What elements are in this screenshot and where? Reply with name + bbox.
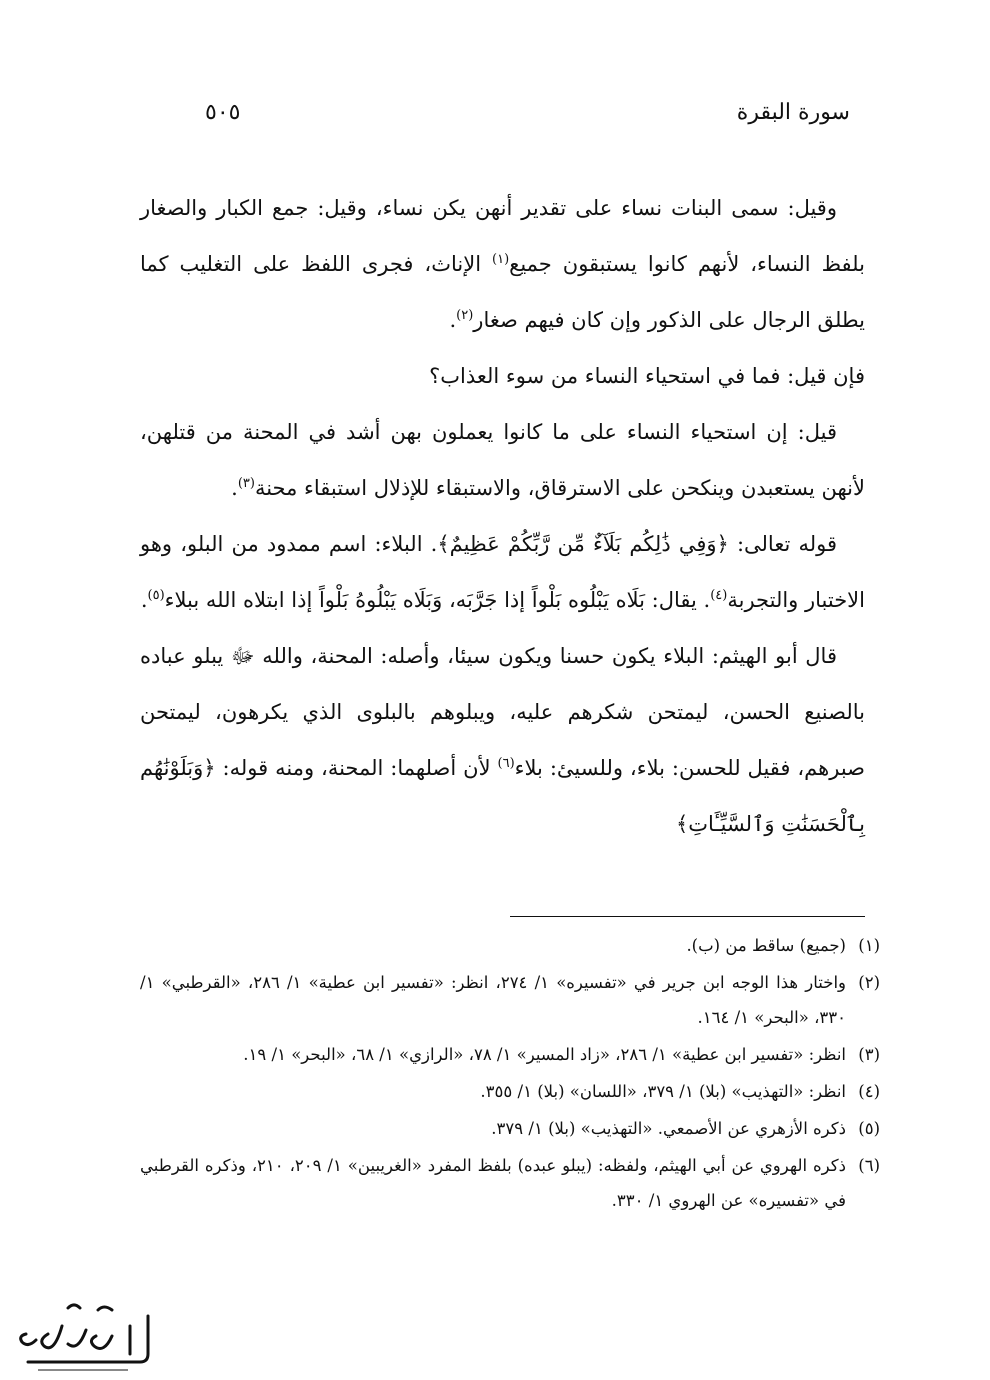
footnote-item — [140, 928, 880, 963]
footnote-item — [140, 1037, 880, 1072]
paragraph-5-text-a: قال أبو الهيثم: البلاء يكون حسنا ويكون سيئا، وأصله: المحنة، والله ﷻ يبلو عباده بالصنيع الحسن، ليمتحن شكرهم عليه، ويبلوهم بالبلوى الذي يكرهون، ليمتحن صبرهم، فقيل للحسن: بلاء، وللسيئ: بلاء — [140, 644, 865, 780]
paragraph-3-text: قيل: إن استحياء النساء على ما كانوا يعملون بهن أشد في المحنة من قتلهن، لأنهن يستعبدن وينكحن على الاسترقاق، والاستبقاء للإذلال استبقاء محنة — [140, 420, 865, 500]
footnote-number: (٢) — [858, 973, 880, 992]
footnote-ref-3: (٣) — [237, 476, 255, 491]
paragraph-3 — [140, 404, 865, 516]
paragraph-4-text-b: . يقال: بَلَاه يَبْلُوه بَلْواً إذا جَرَّبَه، وَبَلَاه يَبْلُوهُ بَلْواً إذا ابتلاه الله ببلاء — [164, 588, 711, 612]
paragraph-5-text-b: لأن أصلهما: المحنة، ومنه قوله: ﴿وَبَلَوْنَٰهُم بِٱلْحَسَنَٰتِ وَٱلسَّيِّـَٔاتِ﴾ — [140, 756, 865, 836]
footnote-number: (٥) — [858, 1119, 880, 1138]
footnote-divider — [510, 916, 865, 917]
paragraph-4-end: . — [140, 588, 148, 612]
footnote-number: (٦) — [858, 1156, 880, 1175]
paragraph-3-end: . — [231, 476, 238, 500]
paragraph-4 — [140, 516, 865, 628]
paragraph-2-text: فإن قيل: فما في استحياء النساء من سوء العذاب؟ — [429, 364, 865, 388]
paragraph-2 — [140, 348, 865, 404]
paragraph-5 — [140, 628, 865, 852]
footnote-item — [140, 1111, 880, 1146]
footnote-text: واختار هذا الوجه ابن جرير في «تفسيره» ١/ ٢٧٤، انظر: «تفسير ابن عطية» ١/ ٢٨٦، «القرطبي» ١/ ٣٣٠، «البحر» ١/ ١٦٤. — [140, 973, 846, 1027]
footnote-number: (١) — [858, 936, 880, 955]
main-text — [140, 180, 865, 852]
footnote-text: ذكره الأزهري عن الأصمعي. «التهذيب» (بلا) ١/ ٣٧٩. — [491, 1119, 846, 1138]
paragraph-1-cont: الإناث، فجرى اللفظ على التغليب كما يطلق الرجال على الذكور وإن كان فيهم صغار — [140, 252, 865, 332]
footnote-item — [140, 965, 880, 1035]
page-header — [150, 100, 850, 140]
footnote-text: انظر: «التهذيب» (بلا) ١/ ٣٧٩، «اللسان» (بلا) ١/ ٣٥٥. — [480, 1082, 846, 1101]
paragraph-4-text-a: قوله تعالى: ﴿وَفِي ذَٰلِكُم بَلَآءٌ مِّن رَّبِّكُمْ عَظِيمٌ﴾. البلاء: اسم ممدود من البلو، وهو الاختبار والتجربة — [140, 532, 865, 612]
footnotes — [140, 928, 880, 1220]
paragraph-1-text: وقيل: سمى البنات نساء على تقدير أنهن يكن نساء، وقيل: جمع الكبار والصغار بلفظ النساء، لأنهم كانوا يستبقون جميع — [140, 196, 865, 276]
footnote-item — [140, 1148, 880, 1218]
footnote-text: (جميع) ساقط من (ب). — [686, 936, 846, 955]
footnote-item — [140, 1074, 880, 1109]
sura-title: سورة البقرة — [736, 100, 850, 125]
paragraph-1 — [140, 180, 865, 348]
footnote-ref-2: (٢) — [456, 308, 474, 323]
footnote-number: (٣) — [858, 1045, 880, 1064]
footnote-number: (٤) — [858, 1082, 880, 1101]
footnote-ref-6: (٦) — [497, 756, 515, 771]
footnote-text: انظر: «تفسير ابن عطية» ١/ ٢٨٦، «زاد المسير» ١/ ٧٨، «الرازي» ١/ ٦٨، «البحر» ١/ ١٩. — [243, 1045, 846, 1064]
footnote-ref-5: (٥) — [147, 588, 165, 603]
library-logo-icon — [8, 1296, 158, 1376]
page-number: ٥٠٥ — [205, 100, 241, 125]
paragraph-1-end: . — [449, 308, 457, 332]
footnote-text: ذكره الهروي عن أبي الهيثم، ولفظه: (يبلو عبده) بلفظ المفرد «الغريبين» ١/ ٢٠٩، ٢١٠، وذكره القرطبي في «تفسيره» عن الهروي ١/ ٣٣٠. — [140, 1156, 846, 1210]
footnote-ref-1: (١) — [492, 252, 510, 267]
footnote-ref-4: (٤) — [710, 588, 728, 603]
